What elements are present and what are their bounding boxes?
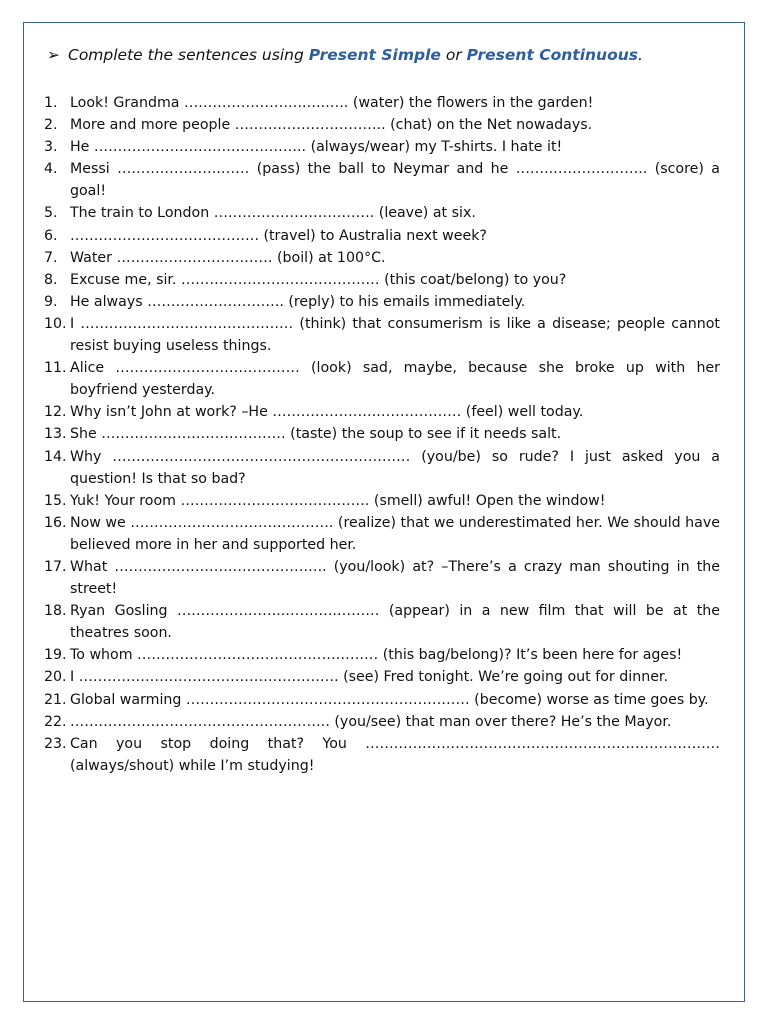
item-sentence: …………………………………. (travel) to Australia next week? [70,227,487,244]
item-number: 3. [44,139,58,156]
item-number: 5. [44,205,58,222]
exercise-item [44,225,720,247]
item-sentence: The train to London ……………………………. (leave) at six. [70,205,476,222]
item-number: 13. [44,426,67,443]
exercise-item [44,689,720,711]
item-number: 14. [44,448,67,465]
item-number: 11. [44,360,67,377]
exercise-item [44,92,720,114]
item-number: 9. [44,293,58,310]
exercise-item [44,313,720,357]
item-sentence: Global warming …………………………………………………… (become) worse as time goes by. [70,691,709,708]
exercise-item [44,136,720,158]
exercise-item [44,401,720,423]
item-sentence: I ……………………………………… (think) that consumerism is like a disease; people cannot resist buying useless things. [70,315,720,355]
exercise-item [44,490,720,512]
item-number: 12. [44,404,67,421]
item-sentence: Can you stop doing that? You ………………………………………………………………… (always/shout) while I’m studying! [70,735,720,774]
item-number: 18. [44,603,67,620]
keyword-present-continuous: Present Continuous [466,46,639,64]
exercise-item [44,269,720,291]
item-sentence: Water …………………………… (boil) at 100°C. [70,249,386,266]
exercise-item [44,446,720,490]
exercise-item [44,114,720,136]
item-sentence: More and more people ………………………….. (chat) on the Net nowadays. [70,117,593,134]
item-sentence: Why isn’t John at work? –He ………………….……………… (feel) well today. [70,404,584,421]
exercise-item [44,733,720,777]
item-sentence: Look! Grandma ……………………..…..…. (water) the flowers in the garden! [70,95,594,111]
exercise-item [44,600,720,644]
exercise-item [44,247,720,269]
item-sentence: He ……………………….…………….. (always/wear) my T-shirts. I hate it! [70,139,563,156]
item-sentence: Messi ………………….…… (pass) the ball to Neymar and he ……..……………….. (score) a goal! [70,161,720,200]
item-sentence: Yuk! Your room …………………………………. (smell) awful! Open the window! [70,492,606,509]
item-sentence: Ryan Gosling …………………..………..……… (appear) in a new film that will be at the theatres soon. [70,603,720,642]
item-sentence: Now we ……………………………………. (realize) that we underestimated her. We should have believed more in her and supported her. [70,514,720,553]
exercise-item [44,291,720,313]
exercise-list [44,92,720,777]
item-number: 7. [44,249,58,266]
instruction-suffix: . [638,46,643,64]
item-number: 6. [44,227,58,244]
instruction-middle: or [440,46,467,64]
item-number: 23. [44,735,67,752]
arrow-bullet-icon: ➢ [47,46,60,64]
exercise-item [44,357,720,401]
exercise-item [44,666,720,688]
exercise-item [44,556,720,600]
item-number: 20. [44,669,67,686]
item-number: 10. [44,315,67,332]
item-sentence: To whom …………………………………………… (this bag/belong)? It’s been here for ages! [70,647,683,664]
item-sentence: ………………………………………………. (you/see) that man over there? He’s the Mayor. [70,713,672,730]
exercise-item [44,644,720,666]
exercise-item [44,711,720,733]
item-sentence: She ………………………………… (taste) the soup to see if it needs salt. [70,426,562,443]
instruction-prefix: Complete the sentences using [68,46,309,64]
item-sentence: What …………………….……………….. (you/look) at? –There’s a crazy man shouting in the street! [70,558,720,598]
instruction [47,46,643,64]
exercise-item [44,512,720,556]
item-number: 16. [44,514,67,531]
item-sentence: Why ……………………………………………………… (you/be) so rude? I just asked you a question! Is that so bad? [70,448,720,487]
item-number: 22. [44,713,67,730]
item-number: 1. [44,95,58,111]
exercise-item [44,158,720,202]
item-number: 21. [44,691,67,708]
item-sentence: Alice ………………………………… (look) sad, maybe, because she broke up with her boyfriend yesterday. [70,360,720,399]
exercise-item [44,202,720,224]
item-number: 2. [44,117,58,134]
exercise-item [44,423,720,445]
item-sentence: He always ……………………….. (reply) to his emails immediately. [70,293,526,310]
item-number: 17. [44,558,67,575]
item-number: 19. [44,647,67,664]
item-sentence: I ………………………………………………. (see) Fred tonight. We’re going out for dinner. [70,669,668,686]
item-sentence: Excuse me, sir. …………………………………… (this coat/belong) to you? [70,271,567,288]
item-number: 4. [44,161,58,178]
item-number: 15. [44,492,67,509]
keyword-present-simple: Present Simple [308,46,441,64]
item-number: 8. [44,271,58,288]
